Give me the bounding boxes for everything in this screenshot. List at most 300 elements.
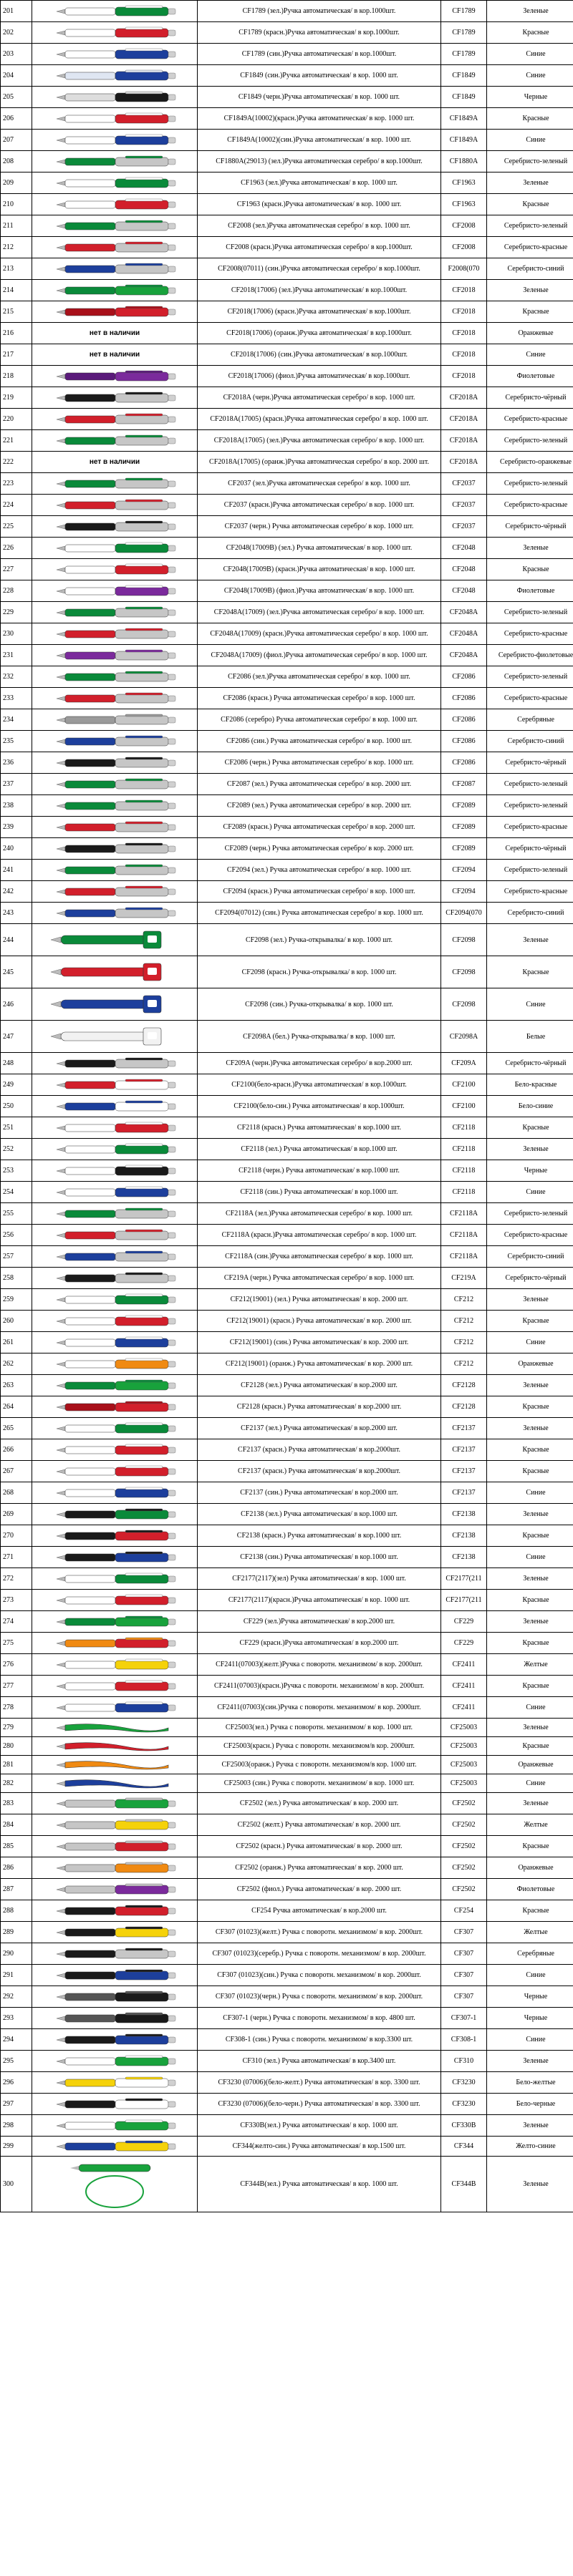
product-color: Зеленые <box>487 1 573 22</box>
product-color: Серебристо-красные <box>487 409 573 430</box>
product-description: CF2089 (зел.) Ручка автоматическая серебро/ в кор. 2000 шт. <box>198 795 441 817</box>
product-code: CF25003 <box>441 1774 487 1793</box>
pen-icon <box>47 1099 183 1114</box>
product-code: CF2138 <box>441 1504 487 1525</box>
product-color: Красные <box>487 1311 573 1332</box>
pen-icon <box>47 648 183 663</box>
row-number: 299 <box>1 2137 32 2157</box>
pen-icon <box>47 2139 183 2154</box>
table-row <box>1 1525 573 1547</box>
product-color: Серебристо-синий <box>487 258 573 280</box>
product-description: CF219A (черн.) Ручка автоматическая серебро/ в кор. 1000 шт. <box>198 1268 441 1289</box>
product-color: Черные <box>487 1986 573 2008</box>
row-number: 209 <box>1 172 32 194</box>
table-row <box>1 1182 573 1203</box>
product-image-cell <box>32 1737 198 1756</box>
table-row <box>1 1504 573 1525</box>
product-image-cell <box>32 1117 198 1139</box>
product-code: CF209A <box>441 1053 487 1074</box>
row-number: 256 <box>1 1225 32 1246</box>
product-description: CF2018A(17005) (оранж.)Ручка автоматическая серебро/ в кор. 2000 шт. <box>198 452 441 473</box>
table-row <box>1 1375 573 1396</box>
table-row <box>1 280 573 301</box>
product-code: CF2502 <box>441 1879 487 1900</box>
product-color: Зеленые <box>487 2157 573 2212</box>
opener-pen-icon <box>47 1022 183 1051</box>
table-row <box>1 323 573 344</box>
product-code: CF2086 <box>441 709 487 731</box>
table-row <box>1 1836 573 1857</box>
row-number: 274 <box>1 1611 32 1633</box>
row-number: 292 <box>1 1986 32 2008</box>
pen-icon <box>47 112 183 126</box>
table-row <box>1 1418 573 1439</box>
product-color: Красные <box>487 1396 573 1418</box>
product-description: CF344(желто-син.) Ручка автоматическая/ в кор.1500 шт. <box>198 2137 441 2157</box>
product-description: CF2128 (зел.) Ручка автоматическая/ в кор.2000 шт. <box>198 1375 441 1396</box>
product-code: CF307 <box>441 1965 487 1986</box>
row-number: 271 <box>1 1547 32 1568</box>
table-row <box>1 2157 573 2212</box>
product-code: CF2086 <box>441 731 487 752</box>
row-number: 295 <box>1 2051 32 2072</box>
row-number: 224 <box>1 495 32 516</box>
product-image-cell <box>32 1900 198 1922</box>
pen-icon <box>47 627 183 641</box>
product-code: CF2018 <box>441 280 487 301</box>
product-color: Зеленые <box>487 1719 573 1737</box>
table-row <box>1 709 573 731</box>
row-number: 226 <box>1 538 32 559</box>
pen-icon <box>47 498 183 512</box>
product-description: CF2048A(17009) (красн.)Ручка автоматическая серебро/ в кор. 1000 шт. <box>198 623 441 645</box>
table-row <box>1 2051 573 2072</box>
product-description: CF2502 (фиол.) Ручка автоматическая/ в кор. 2000 шт. <box>198 1879 441 1900</box>
row-number: 201 <box>1 1 32 22</box>
row-number: 216 <box>1 323 32 344</box>
row-number: 260 <box>1 1311 32 1332</box>
product-description: CF1880A(29013) (зел.)Ручка автоматическая серебро/ в кор.1000шт. <box>198 151 441 172</box>
row-number: 243 <box>1 903 32 924</box>
table-row <box>1 2094 573 2115</box>
product-description: CF254 Ручка автоматическая/ в кор.2000 шт. <box>198 1900 441 1922</box>
product-code: CF2177(211 <box>441 1590 487 1611</box>
product-color: Серебристо-красные <box>487 495 573 516</box>
table-row <box>1 1697 573 1719</box>
row-number: 265 <box>1 1418 32 1439</box>
product-code: CF2137 <box>441 1482 487 1504</box>
product-color: Серебристо-чёрный <box>487 1053 573 1074</box>
product-code: CF2098 <box>441 988 487 1021</box>
product-image-cell <box>32 1021 198 1053</box>
table-row <box>1 1096 573 1117</box>
product-description: CF2037 (черн.) Ручка автоматическая серебро/ в кор. 1000 шт. <box>198 516 441 538</box>
product-color: Синие <box>487 1182 573 1203</box>
product-code: CF2118 <box>441 1139 487 1160</box>
pen-icon <box>47 262 183 276</box>
row-number: 258 <box>1 1268 32 1289</box>
product-code: CF2100 <box>441 1074 487 1096</box>
pen-icon <box>47 1486 183 1500</box>
row-number: 212 <box>1 237 32 258</box>
table-row <box>1 215 573 237</box>
product-code: CF2118 <box>441 1182 487 1203</box>
product-color: Зеленые <box>487 1611 573 1633</box>
table-row <box>1 301 573 323</box>
product-code: CF2048A <box>441 602 487 623</box>
product-image-cell <box>32 688 198 709</box>
pen-icon <box>47 155 183 169</box>
product-image-cell <box>32 473 198 495</box>
pen-icon <box>47 1207 183 1221</box>
table-row <box>1 1311 573 1332</box>
product-code: CF2094 <box>441 881 487 903</box>
pen-icon <box>47 219 183 233</box>
product-image-cell <box>32 1943 198 1965</box>
product-image-cell <box>32 623 198 645</box>
product-image-cell <box>32 1332 198 1353</box>
product-color: Синие <box>487 1965 573 1986</box>
product-color: Зеленые <box>487 2115 573 2137</box>
table-row <box>1 1814 573 1836</box>
product-image-cell <box>32 130 198 151</box>
product-image-cell <box>32 1203 198 1225</box>
row-number: 241 <box>1 860 32 881</box>
pen-icon <box>47 563 183 577</box>
table-row <box>1 1965 573 1986</box>
product-description: CF2018A(17005) (красн.)Ручка автоматическая серебро/ в кор. 1000 шт. <box>198 409 441 430</box>
product-image-cell <box>32 903 198 924</box>
row-number: 214 <box>1 280 32 301</box>
table-row <box>1 130 573 151</box>
product-description: CF2137 (зел.) Ручка автоматическая/ в кор.2000 шт. <box>198 1418 441 1439</box>
product-code: CF2502 <box>441 1857 487 1879</box>
product-code: CF2502 <box>441 1814 487 1836</box>
product-code: CF1963 <box>441 194 487 215</box>
product-code: CF2018 <box>441 301 487 323</box>
product-image-cell <box>32 1774 198 1793</box>
product-color: Красные <box>487 1461 573 1482</box>
product-description: CF2138 (зел.) Ручка автоматическая/ в кор.1000 шт. <box>198 1504 441 1525</box>
product-description: CF212(19001) (красн.) Ручка автоматическая/ в кор. 2000 шт. <box>198 1311 441 1332</box>
product-description: CF310 (зел.) Ручка автоматическая/ в кор.3400 шт. <box>198 2051 441 2072</box>
product-color: Зеленые <box>487 172 573 194</box>
product-code: CF2086 <box>441 752 487 774</box>
table-row <box>1 430 573 452</box>
product-code: CF307 <box>441 1922 487 1943</box>
product-code: CF3230 <box>441 2094 487 2115</box>
product-image-cell <box>32 559 198 580</box>
product-description: CF2177(2117)(зел) Ручка автоматическая/ в кор. 1000 шт. <box>198 1568 441 1590</box>
table-row <box>1 559 573 580</box>
table-row <box>1 473 573 495</box>
row-number: 257 <box>1 1246 32 1268</box>
pen-icon <box>47 1615 183 1629</box>
availability-note: нет в наличии <box>89 458 140 466</box>
product-image-cell <box>32 280 198 301</box>
product-image-cell <box>32 1965 198 1986</box>
product-color: Серебристо-зеленый <box>487 860 573 881</box>
pen-icon <box>47 369 183 384</box>
product-code: CF2118 <box>441 1160 487 1182</box>
row-number: 259 <box>1 1289 32 1311</box>
product-image-cell <box>32 1375 198 1396</box>
table-row <box>1 108 573 130</box>
product-color: Синие <box>487 2029 573 2051</box>
product-description: CF2008(07011) (син.)Ручка автоматическая серебро/ в кор.1000шт. <box>198 258 441 280</box>
table-row <box>1 580 573 602</box>
product-code: CF2018A <box>441 452 487 473</box>
product-image-cell <box>32 2115 198 2137</box>
row-number: 285 <box>1 1836 32 1857</box>
product-image-cell <box>32 1225 198 1246</box>
row-number: 250 <box>1 1096 32 1117</box>
product-description: CF307 (01023)(син.) Ручка с поворотн. механизмом/ в кор. 2000шт. <box>198 1965 441 1986</box>
product-color: Красные <box>487 1439 573 1461</box>
table-row <box>1 795 573 817</box>
product-image-cell <box>32 1719 198 1737</box>
product-description: CF2118 (черн.) Ручка автоматическая/ в кор.1000 шт. <box>198 1160 441 1182</box>
table-row <box>1 1654 573 1676</box>
table-row <box>1 344 573 366</box>
product-color: Оранжевые <box>487 1756 573 1774</box>
pen-icon <box>47 2011 183 2026</box>
product-image-cell <box>32 194 198 215</box>
table-row <box>1 22 573 44</box>
row-number: 294 <box>1 2029 32 2051</box>
product-color: Зеленые <box>487 1793 573 1814</box>
row-number: 298 <box>1 2115 32 2137</box>
pen-icon <box>47 906 183 920</box>
row-number: 242 <box>1 881 32 903</box>
table-row <box>1 838 573 860</box>
product-image-cell <box>32 1879 198 1900</box>
row-number: 222 <box>1 452 32 473</box>
product-image-cell <box>32 1482 198 1504</box>
table-row <box>1 172 573 194</box>
product-color: Серебряные <box>487 709 573 731</box>
pen-icon <box>47 734 183 749</box>
row-number: 281 <box>1 1756 32 1774</box>
product-image-cell <box>32 795 198 817</box>
product-image-cell <box>32 666 198 688</box>
pen-icon <box>47 1777 183 1791</box>
table-row <box>1 1568 573 1590</box>
product-description: CF2094 (зел.) Ручка автоматическая серебро/ в кор. 1000 шт. <box>198 860 441 881</box>
product-color: Серебристо-зеленый <box>487 602 573 623</box>
row-number: 221 <box>1 430 32 452</box>
product-description: CF2048A(17009) (зел.)Ручка автоматическая серебро/ в кор. 1000 шт. <box>198 602 441 623</box>
pen-icon <box>47 1142 183 1157</box>
pen-icon <box>47 1507 183 1522</box>
product-image-cell <box>32 838 198 860</box>
table-row <box>1 516 573 538</box>
table-row <box>1 731 573 752</box>
pen-icon <box>47 1271 183 1285</box>
pen-icon <box>47 1818 183 1832</box>
product-description: CF2037 (красн.)Ручка автоматическая серебро/ в кор. 1000 шт. <box>198 495 441 516</box>
product-image-cell <box>32 1836 198 1857</box>
pen-icon <box>47 1314 183 1328</box>
product-code: F2008(070 <box>441 258 487 280</box>
row-number: 263 <box>1 1375 32 1396</box>
product-color: Синие <box>487 1332 573 1353</box>
row-number: 227 <box>1 559 32 580</box>
table-row <box>1 366 573 387</box>
pen-icon <box>47 777 183 792</box>
product-color: Серебристо-синий <box>487 903 573 924</box>
product-image-cell <box>32 366 198 387</box>
product-image-cell <box>32 1697 198 1719</box>
product-color: Серебристо-красные <box>487 817 573 838</box>
product-color: Серебристо-чёрный <box>487 516 573 538</box>
pen-icon <box>47 1421 183 1436</box>
table-row <box>1 452 573 473</box>
product-code: CF330B <box>441 2115 487 2137</box>
table-row <box>1 495 573 516</box>
table-row <box>1 1074 573 1096</box>
product-color: Красные <box>487 559 573 580</box>
row-number: 282 <box>1 1774 32 1793</box>
row-number: 204 <box>1 65 32 87</box>
product-code: CF2048 <box>441 538 487 559</box>
product-description: CF2086 (зел.)Ручка автоматическая серебро/ в кор. 1000 шт. <box>198 666 441 688</box>
product-image-cell <box>32 1793 198 1814</box>
table-row <box>1 1676 573 1697</box>
row-number: 280 <box>1 1737 32 1756</box>
row-number: 284 <box>1 1814 32 1836</box>
product-description: CF2018A (черн.)Ручка автоматическая серебро/ в кор. 1000 шт. <box>198 387 441 409</box>
table-row <box>1 151 573 172</box>
product-image-cell <box>32 602 198 623</box>
pen-icon <box>47 1357 183 1371</box>
product-code: CF2018 <box>441 344 487 366</box>
pen-icon <box>47 133 183 147</box>
product-image-cell <box>32 2029 198 2051</box>
pen-icon <box>47 799 183 813</box>
pen-icon <box>47 1293 183 1307</box>
product-code: CF2177(211 <box>441 1568 487 1590</box>
product-description: CF2048(17009B) (зел.) Ручка автоматическая/ в кор. 1000 шт. <box>198 538 441 559</box>
product-code: CF1789 <box>441 22 487 44</box>
pen-icon <box>47 691 183 706</box>
product-color: Красные <box>487 301 573 323</box>
product-image-cell <box>32 1246 198 1268</box>
product-description: CF2086 (син.) Ручка автоматическая серебро/ в кор. 1000 шт. <box>198 731 441 752</box>
product-code: CF2502 <box>441 1793 487 1814</box>
product-code: CF2048 <box>441 580 487 602</box>
product-code: CF3230 <box>441 2072 487 2094</box>
product-description: CF2137 (красн.) Ручка автоматическая/ в кор.2000шт. <box>198 1461 441 1482</box>
product-code: CF212 <box>441 1332 487 1353</box>
row-number: 232 <box>1 666 32 688</box>
row-number: 297 <box>1 2094 32 2115</box>
product-color: Черные <box>487 1160 573 1182</box>
row-number: 300 <box>1 2157 32 2212</box>
table-row <box>1 1461 573 1482</box>
product-description: CF3230 (07006)(бело-черн.) Ручка автоматическая/ в кор. 3300 шт. <box>198 2094 441 2115</box>
product-description: CF2098 (зел.) Ручка-открывалка/ в кор. 1000 шт. <box>198 924 441 956</box>
pen-icon <box>47 1636 183 1651</box>
product-image-cell <box>32 1 198 22</box>
product-description: CF2118A (красн.)Ручка автоматическая серебро/ в кор. 1000 шт. <box>198 1225 441 1246</box>
product-code: CF1789 <box>441 44 487 65</box>
table-row <box>1 258 573 280</box>
product-color: Серебристо-красные <box>487 237 573 258</box>
product-color: Красные <box>487 1900 573 1922</box>
opener-pen-icon <box>47 990 183 1019</box>
product-description: CF344B(зел.) Ручка автоматическая/ в кор. 1000 шт. <box>198 2157 441 2212</box>
product-color: Зеленые <box>487 924 573 956</box>
product-image-cell <box>32 774 198 795</box>
product-image-cell <box>32 237 198 258</box>
table-row <box>1 1021 573 1053</box>
product-color: Серебристо-зеленый <box>487 473 573 495</box>
product-code: CF344 <box>441 2137 487 2157</box>
table-row <box>1 387 573 409</box>
product-description: CF2502 (оранж.) Ручка автоматическая/ в кор. 2000 шт. <box>198 1857 441 1879</box>
product-code: CF2098A <box>441 1021 487 1053</box>
product-description: CF2087 (зел.) Ручка автоматическая серебро/ в кор. 2000 шт. <box>198 774 441 795</box>
pen-icon <box>47 2097 183 2111</box>
row-number: 238 <box>1 795 32 817</box>
pen-icon <box>47 47 183 62</box>
product-description: CF307-1 (черн.) Ручка с поворотн. механизмом/ в кор. 4800 шт. <box>198 2008 441 2029</box>
table-row <box>1 1922 573 1943</box>
product-image-cell <box>32 1633 198 1654</box>
product-code: CF1880A <box>441 151 487 172</box>
product-description: CF1789 (красн.)Ручка автоматическая/ в кор.1000шт. <box>198 22 441 44</box>
product-image-cell <box>32 430 198 452</box>
product-image-cell <box>32 301 198 323</box>
product-color: Синие <box>487 130 573 151</box>
row-number: 215 <box>1 301 32 323</box>
product-image-cell <box>32 1814 198 1836</box>
table-row <box>1 1943 573 1965</box>
product-code: CF2411 <box>441 1654 487 1676</box>
opener-pen-icon <box>47 958 183 986</box>
row-number: 290 <box>1 1943 32 1965</box>
product-image-cell <box>32 2072 198 2094</box>
product-color: Красные <box>487 1633 573 1654</box>
product-description: CF308-1 (син.) Ручка с поворотн. механизмом/ в кор.3300 шт. <box>198 2029 441 2051</box>
product-code: CF2411 <box>441 1676 487 1697</box>
product-image-cell <box>32 87 198 108</box>
table-row <box>1 1160 573 1182</box>
product-code: CF1963 <box>441 172 487 194</box>
row-number: 220 <box>1 409 32 430</box>
row-number: 270 <box>1 1525 32 1547</box>
availability-note: нет в наличии <box>89 329 140 337</box>
table-row <box>1 860 573 881</box>
product-code: CF2128 <box>441 1396 487 1418</box>
pen-icon <box>47 198 183 212</box>
product-image-cell <box>32 44 198 65</box>
product-description: CF2018(17006) (оранж.)Ручка автоматическая/ в кор.1000шт. <box>198 323 441 344</box>
row-number: 210 <box>1 194 32 215</box>
product-image-cell <box>32 516 198 538</box>
product-description: CF25003(оранж.) Ручка с поворотн. механизмом/в кор. 1000 шт. <box>198 1756 441 1774</box>
row-number: 253 <box>1 1160 32 1182</box>
product-image-cell <box>32 1053 198 1074</box>
product-color: Серебристо-зеленый <box>487 795 573 817</box>
product-color: Серебристо-чёрный <box>487 1268 573 1289</box>
product-color: Черные <box>487 87 573 108</box>
product-image-cell <box>32 1986 198 2008</box>
product-image-cell <box>32 323 198 344</box>
row-number: 223 <box>1 473 32 495</box>
pen-icon <box>47 670 183 684</box>
